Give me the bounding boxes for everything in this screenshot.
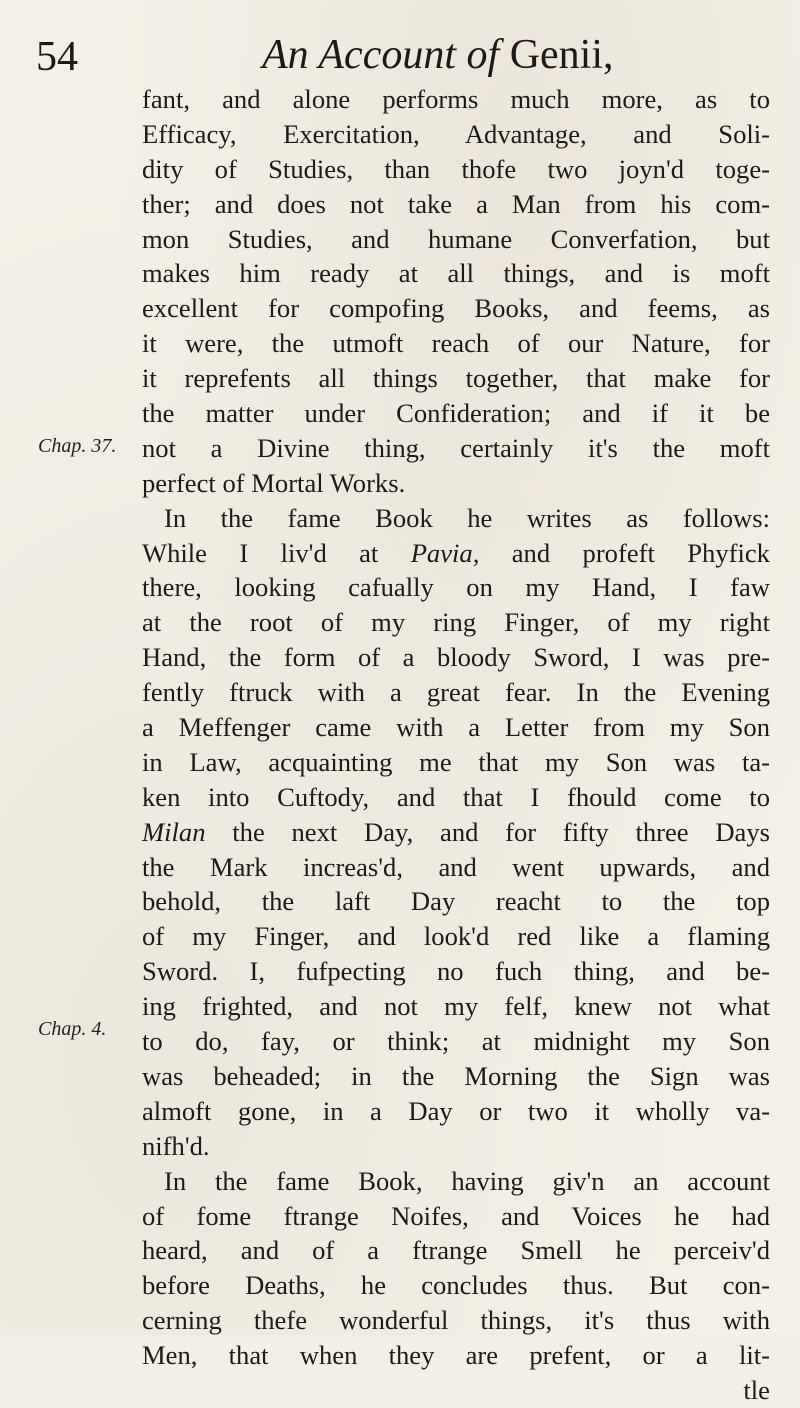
text-line: it were, the utmoft reach of our Nature, for — [142, 328, 770, 359]
text-line: nifh'd. — [142, 1130, 210, 1161]
text-line — [142, 536, 770, 571]
text-line: makes him ready at all things, and is moft — [142, 258, 770, 289]
text-line: it reprefents all things together, that make for — [142, 363, 770, 394]
text-line: excellent for compofing Books, and feems, as — [142, 293, 770, 324]
text-line: to do, fay, or think; at midnight my Son — [142, 1026, 770, 1057]
text-line: at the root of my ring Finger, of my right — [142, 607, 770, 638]
margin-note-chap-37: Chap. 37. — [38, 435, 117, 457]
text-line: ther; and does not take a Man from his com- — [142, 188, 770, 219]
text-line: cerning thefe wonderful things, it's thus with — [142, 1305, 770, 1336]
text-line: heard, and of a ftrange Smell he perceiv'd — [142, 1235, 770, 1266]
catchword: tle — [743, 1374, 770, 1405]
text-line: fant, and alone performs much more, as to — [142, 84, 770, 114]
text-line: ing frighted, and not my felf, knew not what — [142, 991, 770, 1022]
text-line: a Meffenger came with a Letter from my Son — [142, 712, 770, 743]
text-line: In the fame Book he writes as follows: — [164, 502, 770, 533]
text-line: mon Studies, and humane Converfation, but — [142, 223, 770, 254]
text-line: Men, that when they are prefent, or a lit- — [142, 1340, 770, 1371]
text-line: the matter under Confideration; and if it be — [142, 398, 770, 429]
text-line: not a Divine thing, certainly it's the moft — [142, 432, 770, 463]
place-name-pavia: Pavia, — [410, 537, 480, 568]
text-fragment: While I liv'd at — [142, 537, 379, 568]
text-line: of fome ftrange Noifes, and Voices he had — [142, 1200, 770, 1231]
text-line: In the fame Book, having giv'n an account — [164, 1165, 770, 1196]
text-line: fently ftruck with a great fear. In the Evening — [142, 677, 770, 708]
body-text — [142, 82, 770, 1408]
text-line: before Deaths, he concludes thus. But con- — [142, 1270, 770, 1301]
place-name-milan: Milan — [142, 816, 206, 847]
text-line: of my Finger, and look'd red like a flaming — [142, 921, 770, 952]
text-line: there, looking cafually on my Hand, I faw — [142, 572, 770, 603]
text-line: perfect of Mortal Works. — [142, 467, 406, 498]
text-line: behold, the laft Day reacht to the top — [142, 886, 770, 917]
text-fragment: the next Day, and for fifty three Days — [232, 816, 770, 847]
margin-note-chap-4: Chap. 4. — [38, 1018, 107, 1040]
running-head — [262, 34, 614, 76]
text-fragment: and profeft Phyfick — [511, 537, 770, 568]
text-line: the Mark increas'd, and went upwards, and — [142, 851, 770, 882]
text-line: Hand, the form of a bloody Sword, I was pre- — [142, 642, 770, 673]
text-line: in Law, acquainting me that my Son was ta- — [142, 746, 770, 777]
text-line: Sword. I, fufpecting no fuch thing, and be- — [142, 956, 770, 987]
text-line: dity of Studies, than thofe two joyn'd toge- — [142, 153, 770, 184]
running-head-subject: Genii, — [509, 32, 614, 78]
page-number: 54 — [36, 34, 78, 80]
text-line: almoft gone, in a Day or two it wholly va- — [142, 1095, 770, 1126]
text-line — [142, 815, 770, 850]
text-line: Efficacy, Exercitation, Advantage, and Soli- — [142, 118, 770, 149]
text-line: ken into Cuftody, and that I fhould come to — [142, 781, 770, 812]
running-head-title: An Account of — [262, 32, 500, 78]
text-line: was beheaded; in the Morning the Sign was — [142, 1060, 770, 1091]
